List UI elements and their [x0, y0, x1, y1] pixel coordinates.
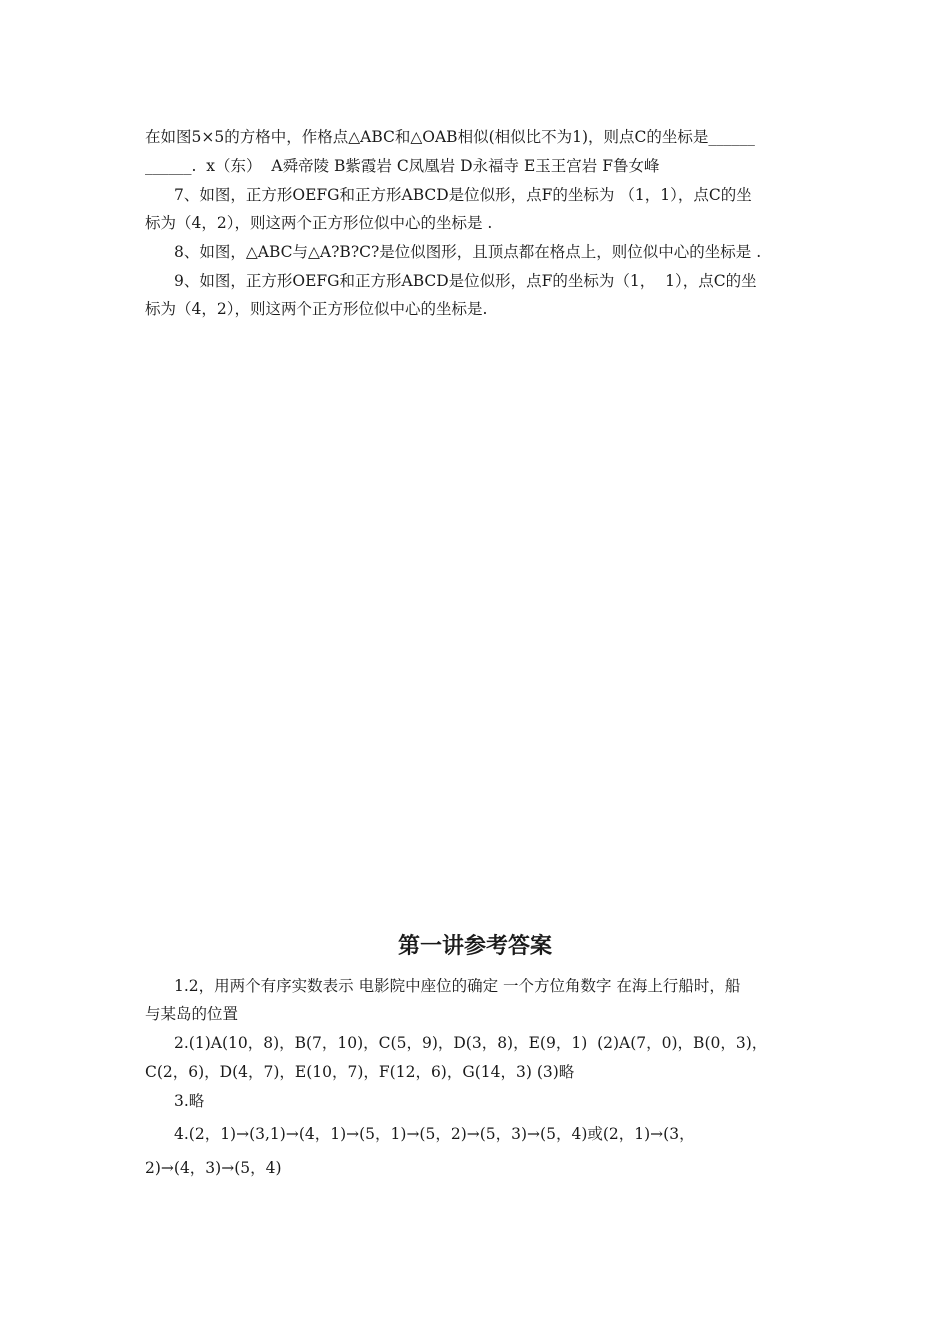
answer-4-line-2: 2)→(4，3)→(5，4) [145, 1159, 282, 1177]
answer-4-line-1: 4.(2，1)→(3,1)→(4，1)→(5，1)→(5，2)→(5，3)→(5，4)或(2，1)→(3， [174, 1125, 695, 1143]
answer-2-line-2: C(2，6)，D(4，7)，E(10，7)，F(12，6)，G(14，3) (3)略 [145, 1063, 575, 1081]
answers-title: 第一讲参考答案 [397, 934, 552, 959]
problem-6-line-1: 在如图5×5的方格中，作格点△ABC和△OAB相似(相似比不为1)，则点C的坐标是______ [145, 128, 755, 146]
answer-3-line-1: 3.略 [174, 1092, 205, 1110]
problem-9-line-2: 标为（4，2），则这两个正方形位似中心的坐标是. [145, 300, 488, 318]
answer-1-line-2: 与某岛的位置 [145, 1005, 239, 1023]
problem-6-line-2: ______. x（东） A舜帝陵 B紫霞岩 C凤凰岩 D永福寺 E玉王宫岩 F鲁女峰 [145, 157, 660, 175]
problem-7-line-2: 标为（4，2），则这两个正方形位似中心的坐标是 . [145, 214, 493, 232]
problem-8-line-1: 8、如图，△ABC与△A?B?C?是位似图形，且顶点都在格点上，则位似中心的坐标是 . [174, 243, 762, 261]
answer-1-line-1: 1.2，用两个有序实数表示 电影院中座位的确定 一个方位角数字 在海上行船时，船 [174, 977, 741, 995]
answer-2-line-1: 2.(1)A(10，8)，B(7，10)，C(5，9)，D(3，8)，E(9，1) (2)A(7，0)，B(0，3)， [174, 1034, 768, 1052]
problem-9-line-1: 9、如图，正方形OEFG和正方形ABCD是位似形，点F的坐标为（1， 1），点C的坐 [174, 272, 757, 290]
problem-7-line-1: 7、如图，正方形OEFG和正方形ABCD是位似形，点F的坐标为 （1，1），点C的坐 [174, 186, 752, 204]
